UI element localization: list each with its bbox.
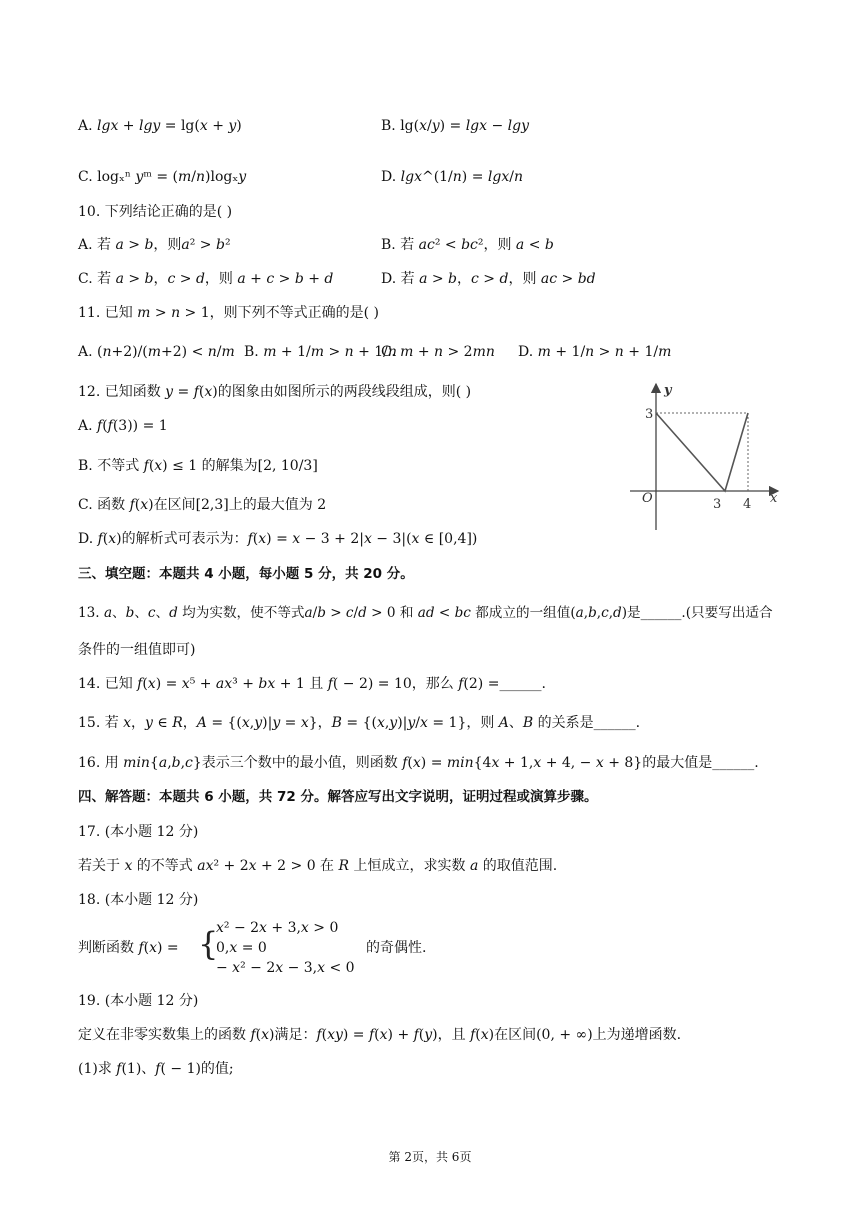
q18-case-2: 0,𝑥 = 0 [216, 940, 267, 956]
q9-option-a: A. 𝑙𝑔𝑥 + 𝑙𝑔𝑦 = lg(𝑥 + 𝑦) [78, 118, 242, 134]
q10-option-c: C. 若 𝑎 > 𝑏，𝑐 > 𝑑，则 𝑎 + 𝑐 > 𝑏 + 𝑑 [78, 271, 334, 287]
section-3-heading: 三、填空题：本题共 4 小题，每小题 5 分，共 20 分。 [78, 566, 414, 582]
q14: 14. 已知 𝑓(𝑥) = 𝑥⁵ + 𝑎𝑥³ + 𝑏𝑥 + 1 且 𝑓( − 2) = 10，那么 𝑓(2) =______. [78, 676, 546, 692]
q11-option-b: B. 𝑚 + 1/𝑚 > 𝑛 + 1/𝑛 [244, 344, 397, 360]
q17-title: 17. (本小题 12 分) [78, 824, 199, 840]
x-tick-3: 3 [713, 497, 722, 512]
x-tick-4: 4 [743, 497, 752, 512]
q11-option-d: D. 𝑚 + 1/𝑛 > 𝑛 + 1/𝑚 [518, 344, 672, 360]
q9-option-c: C. logₓⁿ 𝑦ᵐ = (𝑚/𝑛)logₓ𝑦 [78, 169, 247, 185]
q12-option-b: B. 不等式 𝑓(𝑥) ≤ 1 的解集为[2, 10/3] [78, 458, 318, 474]
y-tick-3: 3 [645, 407, 654, 422]
q18-prefix: 判断函数 𝑓(𝑥) = [78, 940, 179, 956]
q13-line2: 条件的一组值即可) [78, 642, 196, 658]
q19-body: 定义在非零实数集上的函数 𝑓(𝑥)满足：𝑓(𝑥𝑦) = 𝑓(𝑥) + 𝑓(𝑦)，且 𝑓(𝑥)在区间(0, + ∞)上为递增函数. [78, 1027, 682, 1043]
q18-case-3: − 𝑥² − 2𝑥 − 3,𝑥 < 0 [216, 960, 355, 976]
q9-option-b: B. lg(𝑥/𝑦) = 𝑙𝑔𝑥 − 𝑙𝑔𝑦 [381, 118, 530, 134]
q10-stem: 10. 下列结论正确的是( ) [78, 204, 233, 220]
q11-stem: 11. 已知 𝑚 > 𝑛 > 1，则下列不等式正确的是( ) [78, 305, 379, 321]
q12-stem: 12. 已知函数 𝑦 = 𝑓(𝑥)的图象由如图所示的两段线段组成，则( ) [78, 384, 472, 400]
q17-body: 若关于 𝑥 的不等式 𝑎𝑥² + 2𝑥 + 2 > 0 在 𝑅 上恒成立，求实数 𝑎 的取值范围. [78, 858, 558, 874]
piecewise-brace: { [198, 925, 219, 963]
x-axis-label: x [770, 491, 778, 506]
q12-option-c: C. 函数 𝑓(𝑥)在区间[2,3]上的最大值为 2 [78, 497, 327, 513]
section-4-heading: 四、解答题：本题共 6 小题，共 72 分。解答应写出文字说明，证明过程或演算步骤。 [78, 789, 598, 805]
q11-option-c: C. 𝑚 + 𝑛 > 2𝑚𝑛 [381, 344, 495, 360]
q18-title: 18. (本小题 12 分) [78, 892, 199, 908]
q16: 16. 用 𝑚𝑖𝑛{𝑎,𝑏,𝑐}表示三个数中的最小值，则函数 𝑓(𝑥) = 𝑚𝑖𝑛{4𝑥 + 1,𝑥 + 4, − 𝑥 + 8}的最大值是______. [78, 755, 759, 771]
q12-option-a: A. 𝑓(𝑓(3)) = 1 [78, 418, 168, 434]
q10-option-b: B. 若 𝑎𝑐² < 𝑏𝑐²，则 𝑎 < 𝑏 [381, 237, 554, 253]
page-footer: 第 2页，共 6页 [388, 1150, 472, 1164]
graph-segments [656, 413, 748, 491]
q19-part1: (1)求 𝑓(1)、𝑓( − 1)的值; [78, 1061, 234, 1077]
q15: 15. 若 𝑥，𝑦 ∈ 𝑅，𝐴 = {(𝑥,𝑦)|𝑦 = 𝑥}，𝐵 = {(𝑥,𝑦)|𝑦/𝑥 = 1}，则 𝐴、𝐵 的关系是______. [78, 715, 641, 731]
q19-title: 19. (本小题 12 分) [78, 993, 199, 1009]
q10-option-a: A. 若 𝑎 > 𝑏，则𝑎² > 𝑏² [78, 237, 231, 253]
q10-option-d: D. 若 𝑎 > 𝑏，𝑐 > 𝑑，则 𝑎𝑐 > 𝑏𝑑 [381, 271, 596, 287]
q9-option-d: D. 𝑙𝑔𝑥^(1/𝑛) = 𝑙𝑔𝑥/𝑛 [381, 169, 523, 185]
y-axis-label: y [664, 383, 672, 398]
function-graph [626, 378, 786, 534]
origin-label: O [642, 491, 653, 506]
q13-line1: 13. 𝑎、𝑏、𝑐、𝑑 均为实数，使不等式𝑎/𝑏 > 𝑐/𝑑 > 0 和 𝑎𝑑 < 𝑏𝑐 都成立的一组值(𝑎,𝑏,𝑐,𝑑)是______.(只要写出适合 [78, 605, 773, 621]
q18-case-1: 𝑥² − 2𝑥 + 3,𝑥 > 0 [216, 920, 339, 936]
q12-option-d: D. 𝑓(𝑥)的解析式可表示为：𝑓(𝑥) = 𝑥 − 3 + 2|𝑥 − 3|(𝑥 ∈ [0,4]) [78, 531, 478, 547]
q18-suffix: 的奇偶性. [366, 940, 427, 956]
q11-option-a: A. (𝑛+2)/(𝑚+2) < 𝑛/𝑚 [78, 344, 235, 360]
